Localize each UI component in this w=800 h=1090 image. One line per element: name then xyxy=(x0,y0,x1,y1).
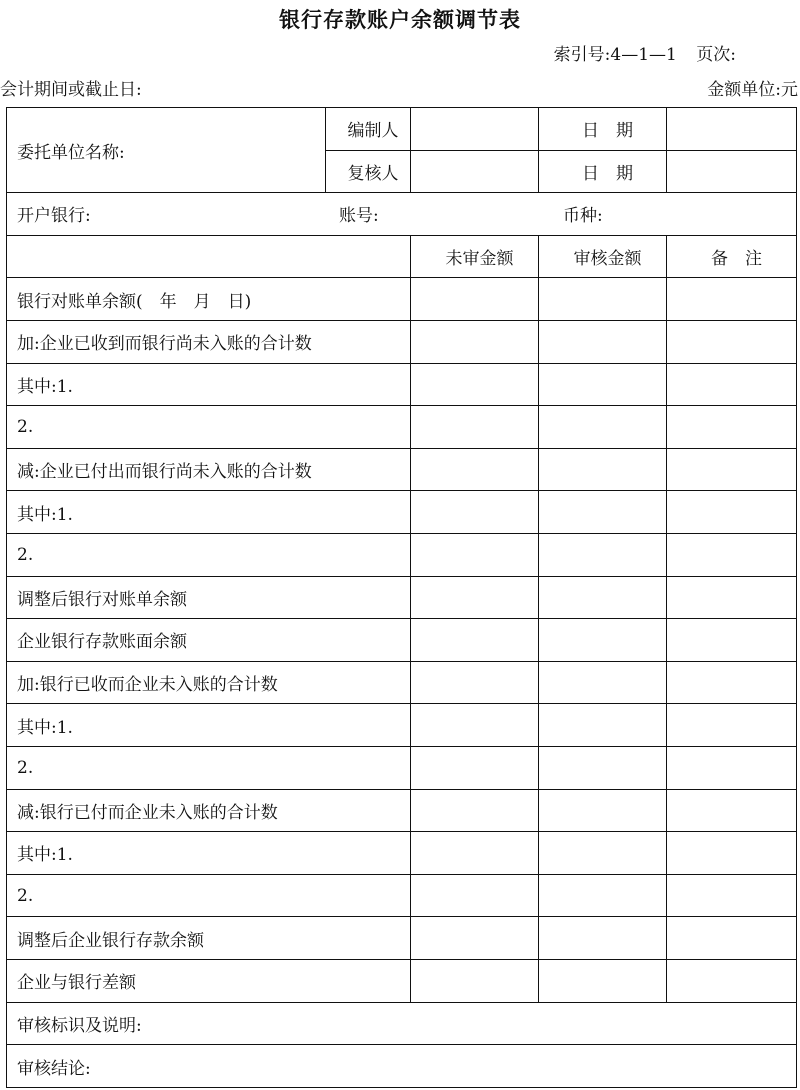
row-label: 其中:1. xyxy=(7,704,411,747)
remarks-cell[interactable] xyxy=(667,661,797,704)
table-row xyxy=(7,533,797,576)
unaudited-amount-cell[interactable] xyxy=(411,874,539,917)
audited-amount-cell[interactable] xyxy=(539,661,667,704)
unaudited-amount-cell[interactable] xyxy=(411,448,539,491)
unaudited-amount-cell[interactable] xyxy=(411,576,539,619)
table-row xyxy=(7,278,797,321)
remarks-cell[interactable] xyxy=(667,917,797,960)
row-label: 2. xyxy=(7,874,411,917)
remarks-cell[interactable] xyxy=(667,704,797,747)
audited-amount-cell[interactable] xyxy=(539,278,667,321)
audited-amount-cell[interactable] xyxy=(539,406,667,449)
table-row xyxy=(7,789,797,832)
audited-amount-cell[interactable] xyxy=(539,491,667,534)
table-row xyxy=(7,619,797,662)
index-number: 索引号:4—1—1 xyxy=(553,45,677,65)
remarks-cell[interactable] xyxy=(667,321,797,364)
audited-amount-cell[interactable] xyxy=(539,448,667,491)
table-row xyxy=(7,576,797,619)
period-label: 会计期间或截止日: xyxy=(0,80,142,100)
row-label: 调整后银行对账单余额 xyxy=(7,576,411,619)
unaudited-amount-cell[interactable] xyxy=(411,789,539,832)
remarks-cell[interactable] xyxy=(667,576,797,619)
audited-amount-cell[interactable] xyxy=(539,917,667,960)
remarks-cell[interactable] xyxy=(667,619,797,662)
row-label: 企业银行存款账面余额 xyxy=(7,619,411,662)
row-label: 2. xyxy=(7,746,411,789)
unaudited-amount-cell[interactable] xyxy=(411,321,539,364)
conclusion-row xyxy=(7,1045,797,1088)
unaudited-amount-cell[interactable] xyxy=(411,959,539,1002)
prepare-date-label: 日 期 xyxy=(539,108,667,151)
audited-amount-cell[interactable] xyxy=(539,832,667,875)
unaudited-amount-cell[interactable] xyxy=(411,704,539,747)
audited-amount-cell[interactable] xyxy=(539,321,667,364)
preparer-label: 编制人 xyxy=(326,108,411,151)
index-line xyxy=(540,40,736,65)
row-label: 调整后企业银行存款余额 xyxy=(7,917,411,960)
reviewer-label: 复核人 xyxy=(326,150,411,193)
remarks-cell[interactable] xyxy=(667,746,797,789)
row-label: 2. xyxy=(7,406,411,449)
audited-amount-cell[interactable] xyxy=(539,619,667,662)
table-row xyxy=(7,661,797,704)
audited-amount-cell[interactable] xyxy=(539,874,667,917)
preparer-field[interactable] xyxy=(411,108,539,151)
unaudited-amount-cell[interactable] xyxy=(411,917,539,960)
remarks-cell[interactable] xyxy=(667,533,797,576)
table-row xyxy=(7,746,797,789)
table-row xyxy=(7,704,797,747)
remarks-cell[interactable] xyxy=(667,406,797,449)
page-number-label: 页次: xyxy=(696,45,736,65)
unaudited-amount-cell[interactable] xyxy=(411,491,539,534)
row-label: 企业与银行差额 xyxy=(7,959,411,1002)
row-label: 加:银行已收而企业未入账的合计数 xyxy=(7,661,411,704)
col-remarks: 备 注 xyxy=(667,235,797,278)
account-label: 账号: xyxy=(339,206,379,227)
unaudited-amount-cell[interactable] xyxy=(411,661,539,704)
audited-amount-cell[interactable] xyxy=(539,704,667,747)
reviewer-field[interactable] xyxy=(411,150,539,193)
table-row xyxy=(7,448,797,491)
row-label: 2. xyxy=(7,533,411,576)
bank-info-cell[interactable] xyxy=(7,193,797,236)
remarks-cell[interactable] xyxy=(667,959,797,1002)
table-row xyxy=(7,321,797,364)
row-label: 减:银行已付而企业未入账的合计数 xyxy=(7,789,411,832)
reconciliation-table xyxy=(6,107,797,1088)
audited-amount-cell[interactable] xyxy=(539,533,667,576)
table-row xyxy=(7,491,797,534)
audited-amount-cell[interactable] xyxy=(539,363,667,406)
row-label: 银行对账单余额( 年 月 日) xyxy=(7,278,411,321)
remarks-cell[interactable] xyxy=(667,789,797,832)
remarks-cell[interactable] xyxy=(667,448,797,491)
prepare-date-field[interactable] xyxy=(667,108,797,151)
table-row xyxy=(7,832,797,875)
bank-info-row xyxy=(7,193,797,236)
row-label: 其中:1. xyxy=(7,363,411,406)
header-row-preparer xyxy=(7,108,797,151)
currency-label: 币种: xyxy=(563,206,603,227)
unaudited-amount-cell[interactable] xyxy=(411,746,539,789)
audit-mark-label[interactable]: 审核标识及说明: xyxy=(7,1002,797,1045)
form-title: 银行存款账户余额调节表 xyxy=(279,8,521,32)
bank-label: 开户银行: xyxy=(17,206,91,227)
table-row xyxy=(7,874,797,917)
table-row xyxy=(7,363,797,406)
remarks-cell[interactable] xyxy=(667,874,797,917)
row-label: 减:企业已付出而银行尚未入账的合计数 xyxy=(7,448,411,491)
audited-amount-cell[interactable] xyxy=(539,959,667,1002)
col-audited: 审核金额 xyxy=(539,235,667,278)
row-label: 其中:1. xyxy=(7,832,411,875)
audited-amount-cell[interactable] xyxy=(539,789,667,832)
client-name-label: 委托单位名称: xyxy=(7,108,326,193)
column-header-row xyxy=(7,235,797,278)
amount-unit-label: 金额单位:元 xyxy=(707,80,798,100)
audited-amount-cell[interactable] xyxy=(539,576,667,619)
unaudited-amount-cell[interactable] xyxy=(411,278,539,321)
unaudited-amount-cell[interactable] xyxy=(411,363,539,406)
table-row xyxy=(7,406,797,449)
review-date-label: 日 期 xyxy=(539,150,667,193)
unaudited-amount-cell[interactable] xyxy=(411,533,539,576)
remarks-cell[interactable] xyxy=(667,832,797,875)
unaudited-amount-cell[interactable] xyxy=(411,832,539,875)
row-label: 加:企业已收到而银行尚未入账的合计数 xyxy=(7,321,411,364)
reconciliation-rows xyxy=(7,278,797,1002)
review-date-field[interactable] xyxy=(667,150,797,193)
audit-conclusion-label[interactable]: 审核结论: xyxy=(7,1045,797,1088)
audited-amount-cell[interactable] xyxy=(539,746,667,789)
col-unaudited: 未审金额 xyxy=(411,235,539,278)
table-row xyxy=(7,959,797,1002)
unaudited-amount-cell[interactable] xyxy=(411,619,539,662)
remarks-cell[interactable] xyxy=(667,491,797,534)
remarks-cell[interactable] xyxy=(667,278,797,321)
unaudited-amount-cell[interactable] xyxy=(411,406,539,449)
row-label: 其中:1. xyxy=(7,491,411,534)
remarks-cell[interactable] xyxy=(667,363,797,406)
column-header-blank xyxy=(7,235,411,278)
audit-mark-row xyxy=(7,1002,797,1045)
table-row xyxy=(7,917,797,960)
